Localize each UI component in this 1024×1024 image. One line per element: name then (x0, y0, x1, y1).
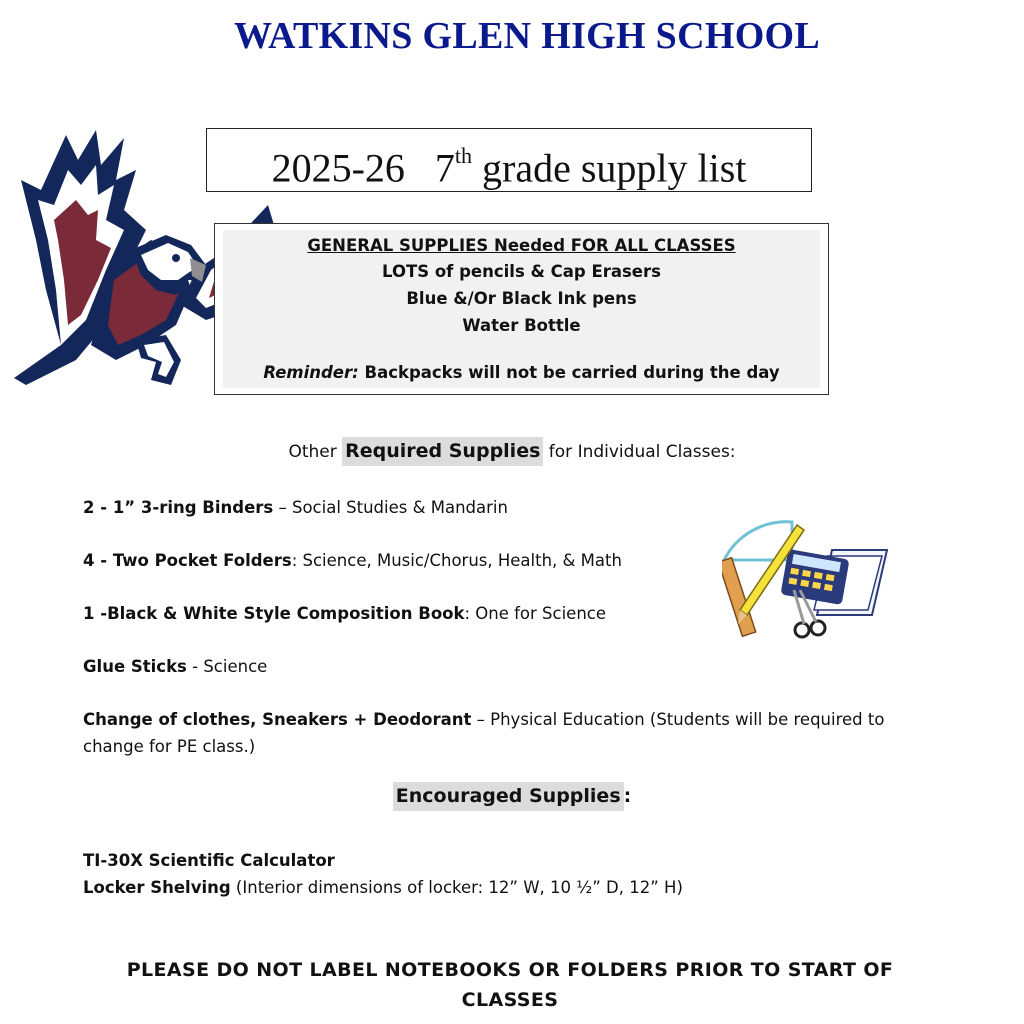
title-year: 2025-26 (271, 145, 405, 191)
general-item: LOTS of pencils & Cap Erasers (382, 262, 661, 281)
encouraged-suffix: : (623, 785, 632, 807)
other-suffix: for Individual Classes: (543, 442, 736, 462)
school-supplies-icon (722, 520, 892, 645)
other-required-heading (0, 440, 1024, 462)
school-name: WATKINS GLEN HIGH SCHOOL (233, 15, 821, 57)
required-supplies-highlight: Required Supplies (342, 437, 543, 466)
list-item: 1 -Black & White Style Composition Book: One for Science (83, 604, 607, 623)
reminder-line (223, 363, 820, 382)
encouraged-supplies-heading (0, 785, 1024, 807)
list-item: Glue Sticks - Science (83, 657, 268, 676)
other-prefix: Other (288, 442, 343, 462)
list-item: Change of clothes, Sneakers + Deodorant – Physical Education (Students will be required to change for PE class.) (83, 710, 885, 756)
title-grade-suffix: th (454, 143, 473, 168)
list-item: 4 - Two Pocket Folders: Science, Music/Chorus, Health, & Math (83, 551, 622, 570)
reminder-text: Backpacks will not be carried during the day (358, 363, 780, 382)
list-item: 2 - 1” 3-ring Binders – Social Studies & Mandarin (83, 498, 508, 517)
general-item: Water Bottle (462, 316, 581, 335)
supply-list-title (206, 128, 812, 192)
encouraged-item: TI-30X Scientific Calculator (83, 851, 335, 870)
title-rest: grade supply list (482, 145, 747, 191)
title-grade-number: 7 (434, 145, 455, 191)
general-supplies-heading: GENERAL SUPPLIES Needed FOR ALL CLASSES (307, 236, 736, 255)
general-supplies-box (214, 223, 829, 395)
reminder-label: Reminder: (263, 363, 359, 382)
general-item: Blue &/Or Black Ink pens (406, 289, 637, 308)
encouraged-item: Locker Shelving (Interior dimensions of locker: 12” W, 10 ½” D, 12” H) (83, 878, 683, 897)
encouraged-supplies-highlight: Encouraged Supplies (393, 782, 624, 811)
footer-notice: PLEASE DO NOT LABEL NOTEBOOKS OR FOLDERS PRIOR TO START OF CLASSES (126, 959, 894, 1011)
